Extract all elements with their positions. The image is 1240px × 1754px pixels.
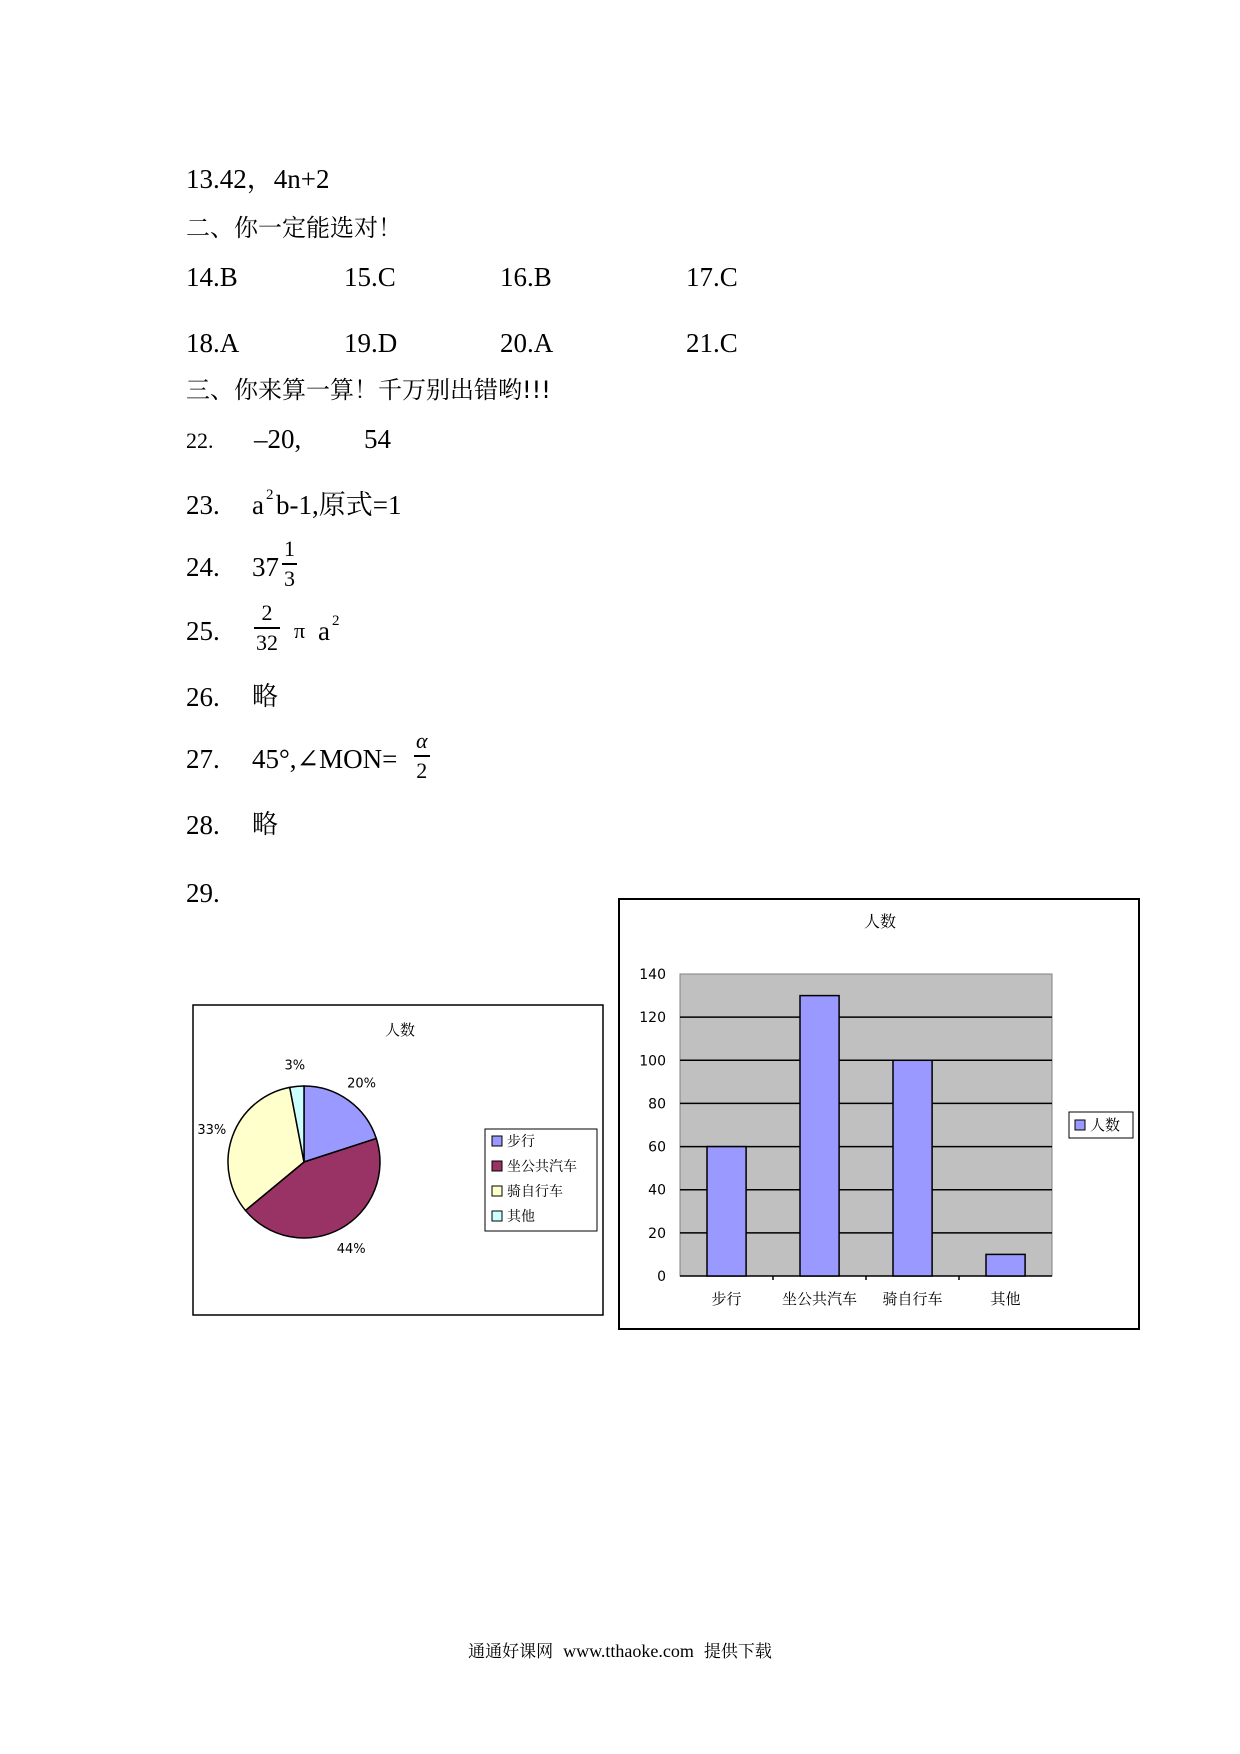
q22-value-a: –20, xyxy=(254,424,302,454)
answer-13: 13.42，4n+2 xyxy=(186,164,330,194)
bar-x-tick-label: 骑自行车 xyxy=(882,1290,943,1308)
pie-chart xyxy=(192,1004,604,1316)
bar-x-tick-label: 其他 xyxy=(990,1290,1021,1308)
q23-number: 23. xyxy=(186,490,220,520)
footer-site-name: 通通好课网 xyxy=(468,1642,554,1662)
pie-percent-label: 20% xyxy=(347,1076,377,1092)
page-footer xyxy=(0,1637,1240,1662)
pie-legend-swatch xyxy=(492,1211,502,1221)
q27-denominator: 2 xyxy=(416,757,428,783)
pie-legend-swatch xyxy=(492,1161,502,1171)
bar-2 xyxy=(800,996,839,1276)
bar-y-tick-label: 60 xyxy=(648,1139,666,1156)
q22-value-b: 54 xyxy=(364,424,391,454)
q24-number: 24. xyxy=(186,552,220,582)
q25-fraction-bar xyxy=(254,627,280,629)
bar-legend-swatch xyxy=(1075,1120,1085,1130)
q27-fraction xyxy=(414,730,430,782)
q24-fraction-bar xyxy=(282,563,297,565)
q26-answer: 略 xyxy=(252,682,279,712)
answer-20: 20.A xyxy=(500,328,554,358)
answer-17: 17.C xyxy=(686,262,738,292)
q28-number: 28. xyxy=(186,810,220,840)
q24-denominator: 3 xyxy=(284,565,295,591)
pie-percent-label: 44% xyxy=(336,1241,366,1257)
answer-15: 15.C xyxy=(344,262,396,292)
bar-y-tick-label: 100 xyxy=(639,1053,666,1070)
bar-y-tick-label: 80 xyxy=(648,1096,666,1113)
q27-fraction-bar xyxy=(414,755,430,757)
section-3-heading: 三、你来算一算！千万别出错哟!!! xyxy=(186,376,551,404)
q25-exponent: 2 xyxy=(332,613,340,629)
q27-numerator: α xyxy=(416,728,428,753)
answer-21: 21.C xyxy=(686,328,738,358)
pie-percent-label: 33% xyxy=(197,1122,227,1138)
q22-number: 22. xyxy=(186,428,214,453)
q27-text: 45°,∠MON= xyxy=(252,744,398,774)
pie-legend-swatch xyxy=(492,1136,502,1146)
pie-legend-label: 步行 xyxy=(507,1134,535,1150)
answer-14: 14.B xyxy=(186,262,238,292)
q25-numerator: 2 xyxy=(261,600,273,625)
q25-variable: a xyxy=(318,616,330,646)
q25-number: 25. xyxy=(186,616,220,646)
answer-16: 16.B xyxy=(500,262,552,292)
bar-4 xyxy=(986,1254,1025,1276)
bar-x-tick-label: 步行 xyxy=(711,1290,742,1308)
bar-1 xyxy=(707,1147,746,1276)
pie-slices xyxy=(228,1086,380,1238)
bar-y-tick-label: 40 xyxy=(648,1182,666,1199)
q28-answer: 略 xyxy=(252,810,279,840)
bar-y-tick-label: 0 xyxy=(657,1269,666,1285)
bar-legend-label: 人数 xyxy=(1090,1116,1121,1134)
bar-y-tick-label: 120 xyxy=(639,1010,666,1027)
bar-3 xyxy=(893,1060,932,1276)
bar-y-tick-label: 20 xyxy=(648,1225,666,1242)
q23-rest: b-1,原式=1 xyxy=(276,490,402,520)
bar-y-tick-label: 140 xyxy=(639,967,666,983)
pie-legend-swatch xyxy=(492,1186,502,1196)
pie-legend-label: 其他 xyxy=(507,1209,535,1225)
footer-download-text: 提供下载 xyxy=(703,1642,772,1662)
bar-legend xyxy=(1069,1112,1133,1138)
pie-legend-label: 坐公共汽车 xyxy=(507,1159,577,1175)
bar-chart-title: 人数 xyxy=(863,912,897,931)
section-2-heading: 二、你一定能选对！ xyxy=(186,214,402,242)
pie-legend-label: 骑自行车 xyxy=(507,1184,563,1200)
q25-fraction xyxy=(254,602,280,654)
footer-url[interactable]: www.tthaoke.com xyxy=(563,1641,694,1661)
q25-denominator: 32 xyxy=(256,629,278,655)
pie-chart-title: 人数 xyxy=(384,1021,416,1039)
q24-fraction xyxy=(282,538,297,590)
q29-number: 29. xyxy=(186,878,220,908)
pie-legend xyxy=(485,1129,597,1231)
answer-18: 18.A xyxy=(186,328,240,358)
answer-19: 19.D xyxy=(344,328,398,358)
bar-x-tick-label: 坐公共汽车 xyxy=(781,1290,858,1308)
q24-whole: 37 xyxy=(252,552,279,582)
bar-chart xyxy=(618,898,1140,1330)
q27-number: 27. xyxy=(186,744,220,774)
q23-exponent: 2 xyxy=(266,487,274,503)
q26-number: 26. xyxy=(186,682,220,712)
q25-pi: π xyxy=(294,618,306,643)
q24-numerator: 1 xyxy=(284,536,295,561)
q23-base: a xyxy=(252,490,264,520)
pie-percent-label: 3% xyxy=(284,1058,306,1074)
